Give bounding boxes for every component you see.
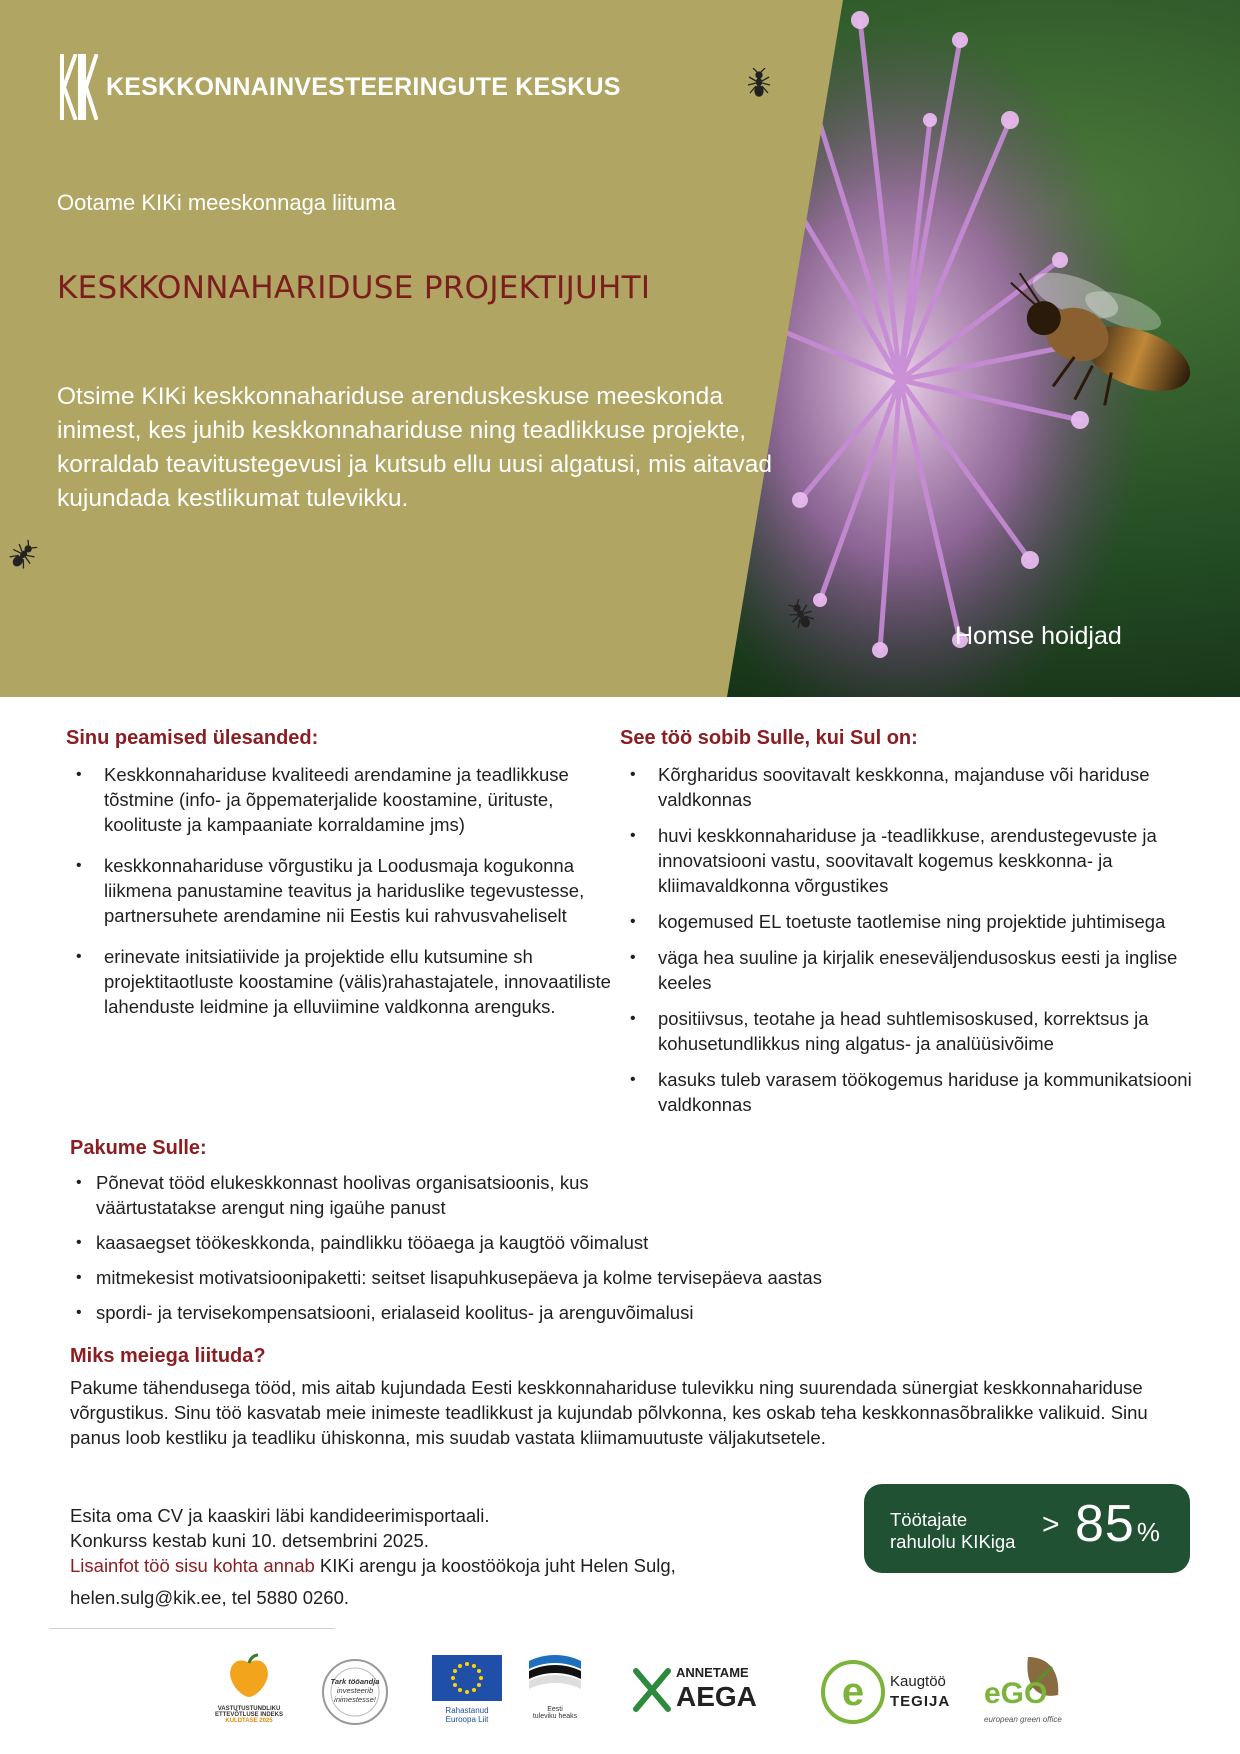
why-text: Pakume tähendusega tööd, mis aitab kujundada Eesti keskkonnahariduse tulevikku ning suurendada sünergiat keskkonnahariduse võrgustikus. Sinu töö kasvatab meie inimeste teadlikkust ja kujundab põlvkonna, kes oskab teha keskkonnasõbralikke valikuid. Sinu panus loob kestliku ja teadliku ühiskonna, mis suudab vastata kliimamuutuste väljakutsetele. bbox=[70, 1377, 1148, 1448]
hourglass-icon bbox=[630, 1665, 674, 1715]
hero-section bbox=[0, 0, 1240, 697]
list-item: • mitmekesist motivatsioonipaketti: seitset lisapuhkusepäeva ja kolme tervisepäeva aastas bbox=[74, 1265, 1034, 1290]
list-item: • keskkonnahariduse võrgustiku ja Loodusmaja kogukonna liikmena panustamine teavitus ja hariduslike tegevustesse, partnersuhete arendamine nii Eestis kui rahvusvaheliselt bbox=[66, 853, 626, 928]
smart-employer-seal-logo: Tark tööandja investeerib inimestesse! bbox=[318, 1657, 392, 1731]
estonia-flag-wave-icon bbox=[525, 1651, 585, 1701]
svg-text:e: e bbox=[841, 1670, 865, 1714]
list-item: • kogemused EL toetuste taotlemise ning projektide juhtimisega bbox=[628, 909, 1218, 934]
responsible-business-index-logo: VASTUTUSTUNDLIKU ETTEVÕTLUSE INDEKS KULDTASE 2025 bbox=[212, 1653, 286, 1724]
list-item: • huvi keskkonnahariduse ja -teadlikkuse, arendustegevuste ja innovatsiooni vastu, soovitavalt kogemus keskkonna- ja kliimavaldkonna võrgustikes bbox=[628, 823, 1218, 898]
list-item: • Põnevat tööd elukeskkonnast hoolivas organisatsioonis, kus väärtustatakse arengut ning igaühe panust bbox=[74, 1170, 714, 1220]
list-item: • positiivsus, teotahe ja head suhtlemisoskused, korrektsus ja kohusetundlikkus ning algatus- ja analüüsivõime bbox=[628, 1006, 1218, 1056]
contact-person bbox=[70, 1553, 790, 1578]
satisfaction-value: 85% bbox=[1075, 1495, 1161, 1553]
tasks-heading: Sinu peamised ülesanded: bbox=[66, 727, 319, 749]
job-title: KESKKONNAHARIDUSE PROJEKTIJUHTI bbox=[57, 270, 651, 306]
list-item: • erinevate initsiatiivide ja projektide ellu kutsumine sh projektitaotluste koostamine (välis)rahastajatele, innovaatiliste lahenduste leidmine ja elluviimine valdkonna arenguks. bbox=[66, 944, 626, 1019]
kaugtoo-tegija-logo: e Kaugtöö TEGIJA bbox=[820, 1659, 950, 1729]
info-text: KIKi arengu ja koostöökoja juht Helen Sulg, bbox=[314, 1555, 676, 1576]
requirements-heading: See töö sobib Sulle, kui Sul on: bbox=[620, 727, 918, 749]
organization-name: KESKKONNAINVESTEERINGUTE KESKUS bbox=[106, 72, 621, 101]
list-item: • kasuks tuleb varasem töökogemus hariduse ja kommunikatsiooni valdkonnas bbox=[628, 1067, 1218, 1117]
kaugtoo-e-icon bbox=[820, 1659, 886, 1725]
eu-flag-icon bbox=[432, 1655, 502, 1701]
anname-aega-logo: ANNETAME AEGA bbox=[630, 1661, 770, 1721]
job-intro: Otsime KIKi keskkonnahariduse arenduskeskuse meeskonda inimest, kes juhib keskkonnahariduse ning teadlikkuse projekte, korraldab teavitustegevusi ja kutsub ellu uusi algatusi, mis aitavad kujundada kestlikumat tulevikku. bbox=[57, 383, 772, 512]
partner-logos bbox=[0, 1645, 1240, 1745]
slogan: Homse hoidjad bbox=[955, 622, 1122, 650]
list-item: • väga hea suuline ja kirjalik eneseväljendusoskus eesti ja inglise keeles bbox=[628, 945, 1218, 995]
chevron-right-icon: > bbox=[1042, 1508, 1060, 1541]
apple-hands-icon bbox=[227, 1653, 271, 1701]
list-item: • Kõrgharidus soovitavalt keskkonna, majanduse või hariduse valdkonnas bbox=[628, 762, 1218, 812]
list-item: • spordi- ja tervisekompensatsiooni, erialaseid koolitus- ja arenguvõimalusi bbox=[74, 1300, 1034, 1325]
requirements-list bbox=[628, 762, 1218, 1128]
satisfaction-badge bbox=[864, 1484, 1190, 1573]
why-heading: Miks meiega liituda? bbox=[70, 1345, 266, 1367]
apply-info bbox=[70, 1503, 790, 1610]
offers-heading: Pakume Sulle: bbox=[70, 1137, 207, 1159]
deadline: Konkurss kestab kuni 10. detsembrini 2025. bbox=[70, 1530, 429, 1551]
hero-subtitle: Ootame KIKi meeskonnaga liituma bbox=[57, 190, 396, 215]
ant-icon bbox=[746, 68, 772, 98]
divider bbox=[49, 1628, 335, 1629]
apply-instruction: Esita oma CV ja kaaskiri läbi kandideerimisportaali. bbox=[70, 1505, 490, 1526]
european-green-office-logo: eGO european green office bbox=[978, 1651, 1088, 1731]
eu-flag-logo: Rahastanud Euroopa Liit bbox=[430, 1655, 504, 1724]
list-item: • kaasaegset töökeskkonda, paindlikku tööaega ja kaugtöö võimalust bbox=[74, 1230, 1034, 1255]
offers-list bbox=[74, 1170, 1034, 1335]
list-item: • Keskkonnahariduse kvaliteedi arendamine ja teadlikkuse tõstmine (info- ja õppematerjalide koostamine, ürituste, koolituste ja kampaaniate korraldamine jms) bbox=[66, 762, 626, 837]
info-label: Lisainfot töö sisu kohta annab bbox=[70, 1555, 315, 1576]
tasks-list bbox=[66, 762, 626, 1035]
contact-details[interactable]: helen.sulg@kik.ee, tel 5880 0260. bbox=[70, 1587, 349, 1608]
estonia-future-logo: Eesti tuleviku heaks bbox=[520, 1651, 590, 1720]
satisfaction-label: Töötajate rahulolu KIKiga bbox=[890, 1509, 1016, 1552]
kik-logo-mark-icon bbox=[58, 54, 98, 120]
organization-logo[interactable] bbox=[58, 54, 621, 120]
